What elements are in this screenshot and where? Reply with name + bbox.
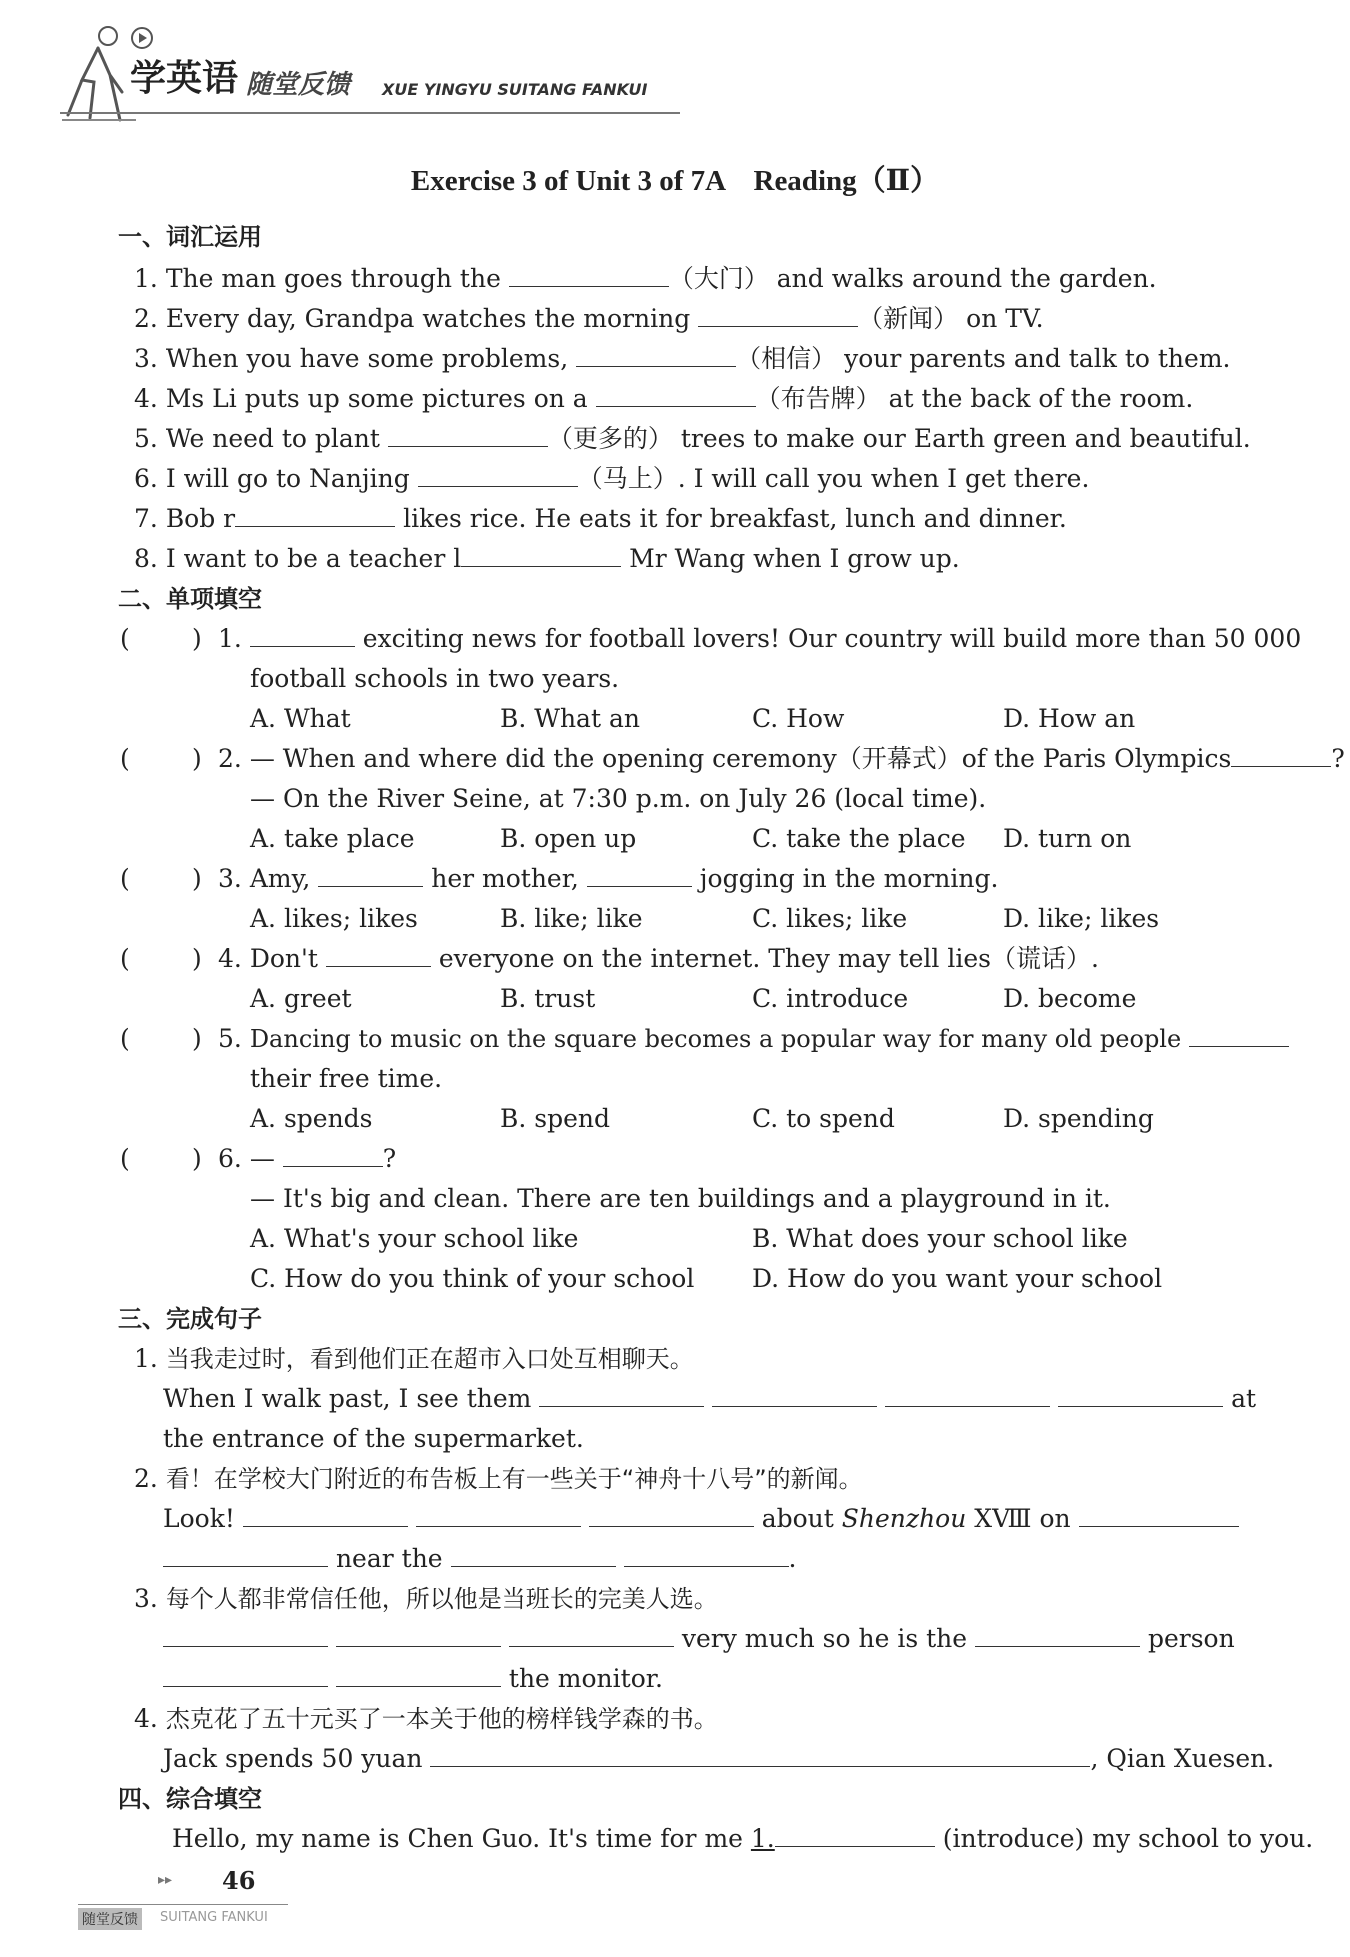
answer-blank[interactable] — [576, 344, 736, 367]
item-hint: （布告牌） — [755, 384, 881, 413]
answer-blank[interactable] — [388, 424, 548, 447]
question-number: 1. — [218, 624, 242, 653]
option-b[interactable]: B. What an — [500, 704, 640, 733]
option-b[interactable]: B. trust — [500, 984, 596, 1013]
chinese-prompt: 看！在学校大门附近的布告板上有一些关于“神舟十八号”的新闻。 — [165, 1465, 863, 1493]
sentence-number: 1. — [134, 1344, 158, 1373]
sentence-text: , Qian Xuesen. — [1090, 1744, 1275, 1773]
roman-numeral: XⅧ — [974, 1504, 1032, 1533]
item-text: Every day, Grandpa watches the morning — [165, 304, 691, 333]
answer-bracket-open[interactable]: ( — [120, 744, 130, 773]
sentence-2-english — [163, 1504, 1239, 1534]
option-d[interactable]: D. spending — [1003, 1104, 1154, 1133]
answer-blank — [318, 864, 423, 887]
option-a[interactable]: A. greet — [250, 984, 352, 1013]
question-number: 6. — [218, 1144, 242, 1173]
sentence-text: Look! — [163, 1504, 235, 1533]
answer-blank[interactable] — [336, 1624, 501, 1647]
answer-blank[interactable] — [698, 304, 858, 327]
choice-question-2 — [218, 744, 1345, 774]
answer-blank — [326, 944, 431, 967]
answer-blank[interactable] — [451, 1544, 616, 1567]
item-text: at the back of the room. — [888, 384, 1194, 413]
question-number: 2. — [218, 744, 242, 773]
passage-text: my school to you. — [1092, 1824, 1314, 1853]
item-text: Mr Wang when I grow up. — [629, 544, 960, 573]
choice-question-4 — [218, 944, 1099, 974]
sentence-period: . — [788, 1544, 797, 1573]
item-number: 4. — [134, 384, 158, 413]
footer-arrows: ▸▸ — [158, 1872, 173, 1888]
answer-bracket-close: ) — [192, 1024, 202, 1053]
answer-bracket-open[interactable]: ( — [120, 944, 130, 973]
header-subtitle: 随堂反馈 — [246, 70, 351, 100]
option-d[interactable]: D. How do you want your school — [752, 1264, 1163, 1293]
word-hint: (introduce) — [942, 1824, 1085, 1853]
sentence-text: at — [1231, 1384, 1257, 1413]
chinese-prompt: 杰克花了五十元买了一本关于他的榜样钱学森的书。 — [165, 1705, 718, 1733]
page-title: Exercise 3 of Unit 3 of 7A Reading（Ⅱ） — [410, 165, 940, 197]
sentence-number: 2. — [134, 1464, 158, 1493]
sentence-3-line2 — [163, 1664, 663, 1694]
item-number: 1. — [134, 264, 158, 293]
sentence-text: the monitor. — [508, 1664, 663, 1693]
answer-blank — [1189, 1024, 1289, 1047]
choice-question-6 — [218, 1144, 396, 1174]
sentence-4-chinese — [134, 1704, 718, 1734]
passage-line-1 — [172, 1824, 1313, 1854]
answer-blank[interactable] — [163, 1624, 328, 1647]
item-number: 2. — [134, 304, 158, 333]
question-text: Don't — [249, 944, 318, 973]
sentence-text: person — [1147, 1624, 1235, 1653]
question-number: 5. — [218, 1024, 242, 1053]
option-c[interactable]: C. take the place — [752, 824, 966, 853]
answer-blank[interactable] — [539, 1384, 704, 1407]
section-1-heading: 一、词汇运用 — [118, 223, 262, 251]
vocab-item-6 — [134, 464, 1089, 494]
item-hint: （更多的） — [547, 424, 673, 453]
answer-blank[interactable] — [1079, 1504, 1239, 1527]
answer-blank[interactable] — [589, 1504, 754, 1527]
chinese-prompt: 当我走过时，看到他们正在超市入口处互相聊天。 — [165, 1345, 694, 1373]
question-mark: ? — [1331, 744, 1345, 773]
question-text: her mother, — [431, 864, 579, 893]
answer-blank[interactable] — [1058, 1384, 1223, 1407]
item-text: I will call you when I get there. — [693, 464, 1090, 493]
item-number: 3. — [134, 344, 158, 373]
answer-bracket-close: ) — [192, 744, 202, 773]
header-pinyin: XUE YINGYU SUITANG FANKUI — [382, 80, 648, 99]
option-a[interactable]: A. take place — [250, 824, 415, 853]
answer-blank[interactable] — [885, 1384, 1050, 1407]
option-b[interactable]: B. like; like — [500, 904, 643, 933]
question-text: exciting news for football lovers! Our country will build more than 50 000 — [362, 624, 1302, 653]
answer-blank — [587, 864, 692, 887]
answer-blank[interactable] — [509, 1624, 674, 1647]
option-b[interactable]: B. open up — [500, 824, 637, 853]
header-divider — [60, 112, 680, 114]
choice-question-5 — [218, 1024, 1289, 1054]
question-mark: ? — [382, 1144, 397, 1173]
item-text: I will go to Nanjing — [165, 464, 410, 493]
item-text: likes rice. He eats it for breakfast, lunch and dinner. — [403, 504, 1067, 533]
question-text: jogging in the morning. — [699, 864, 999, 893]
answer-blank[interactable] — [430, 1744, 1090, 1767]
sentence-text: Jack spends 50 yuan — [163, 1744, 423, 1773]
item-text: We need to plant — [165, 424, 380, 453]
answer-blank[interactable] — [336, 1664, 501, 1687]
sentence-1-line2: the entrance of the supermarket. — [163, 1424, 584, 1453]
item-number: 5. — [134, 424, 158, 453]
item-text: Ms Li puts up some pictures on a — [165, 384, 588, 413]
option-c[interactable]: C. introduce — [752, 984, 909, 1013]
sentence-3-english — [163, 1624, 1235, 1654]
sentence-italic: Shenzhou — [841, 1504, 967, 1533]
answer-line: — It's big and clean. There are ten buildings and a playground in it. — [250, 1184, 1111, 1213]
option-c[interactable]: C. likes; like — [752, 904, 908, 933]
option-a[interactable]: A. spends — [250, 1104, 373, 1133]
item-text: your parents and talk to them. — [844, 344, 1231, 373]
sentence-2-chinese — [134, 1464, 863, 1494]
option-a[interactable]: A. What's your school like — [250, 1224, 579, 1253]
answer-line: — On the River Seine, at 7:30 p.m. on July 26 (local time). — [250, 784, 987, 813]
question-number: 4. — [218, 944, 242, 973]
question-text: everyone on the internet. They may tell lies（谎话）. — [438, 944, 1099, 973]
blank-number: 1. — [750, 1824, 775, 1853]
footer-label-en: SUITANG FANKUI — [160, 1910, 268, 1925]
item-text: on TV. — [966, 304, 1044, 333]
section-2-heading: 二、单项填空 — [118, 585, 262, 613]
item-hint: （新闻） — [858, 304, 959, 333]
option-c[interactable]: C. How — [752, 704, 845, 733]
sentence-text: on — [1039, 1504, 1071, 1533]
question-text: — When and where did the opening ceremony（开幕式）of the Paris Olympics — [249, 744, 1232, 773]
option-d[interactable]: D. like; likes — [1003, 904, 1160, 933]
item-text: trees to make our Earth green and beautiful. — [680, 424, 1251, 453]
section-4-heading: 四、综合填空 — [118, 1785, 262, 1813]
answer-blank[interactable] — [712, 1384, 877, 1407]
item-text: and walks around the garden. — [776, 264, 1157, 293]
answer-bracket-open[interactable]: ( — [120, 864, 130, 893]
choice-question-3 — [218, 864, 998, 894]
item-number: 7. — [134, 504, 158, 533]
question-text: Dancing to music on the square becomes a popular way for many old people — [249, 1025, 1182, 1053]
item-text: The man goes through the — [165, 264, 501, 293]
vocab-item-2 — [134, 304, 1044, 334]
sentence-4-english — [163, 1744, 1274, 1774]
item-number: 6. — [134, 464, 158, 493]
answer-blank — [283, 1144, 383, 1167]
option-d[interactable]: D. become — [1003, 984, 1137, 1013]
answer-blank[interactable] — [596, 384, 756, 407]
option-d[interactable]: D. How an — [1003, 704, 1136, 733]
option-c[interactable]: C. to spend — [752, 1104, 895, 1133]
option-d[interactable]: D. turn on — [1003, 824, 1132, 853]
answer-blank[interactable] — [163, 1664, 328, 1687]
answer-bracket-close: ) — [192, 864, 202, 893]
sentence-2-line2 — [163, 1544, 796, 1574]
question-text-line2: their free time. — [250, 1064, 443, 1093]
section-3-heading: 三、完成句子 — [118, 1305, 262, 1333]
item-text: I want to be a teacher l — [165, 544, 462, 573]
vocab-item-5 — [134, 424, 1251, 454]
answer-bracket-close: ) — [192, 944, 202, 973]
option-b[interactable]: B. spend — [500, 1104, 610, 1133]
answer-blank[interactable] — [461, 544, 621, 567]
answer-blank[interactable] — [775, 1824, 935, 1847]
sentence-1-chinese — [134, 1344, 694, 1374]
answer-blank[interactable] — [235, 504, 395, 527]
sentence-text: about — [761, 1504, 834, 1533]
dialogue-dash: — — [249, 1144, 275, 1173]
item-number: 8. — [134, 544, 158, 573]
vocab-item-8 — [134, 544, 960, 574]
question-text-line2: football schools in two years. — [250, 664, 620, 693]
sentence-text: near the — [335, 1544, 443, 1573]
answer-blank[interactable] — [624, 1544, 789, 1567]
question-number: 3. — [218, 864, 242, 893]
answer-bracket-close: ) — [192, 1144, 202, 1173]
option-a[interactable]: A. What — [250, 704, 351, 733]
question-text: Amy, — [249, 864, 311, 893]
option-a[interactable]: A. likes; likes — [250, 904, 418, 933]
vocab-item-4 — [134, 384, 1193, 414]
item-text: When you have some problems, — [165, 344, 569, 373]
sentence-text: very much so he is the — [681, 1624, 968, 1653]
item-hint: （相信） — [736, 344, 837, 373]
answer-blank[interactable] — [509, 264, 669, 287]
page-number: 46 — [222, 1866, 256, 1895]
option-b[interactable]: B. What does your school like — [752, 1224, 1128, 1253]
sentence-text: When I walk past, I see them — [163, 1384, 532, 1413]
play-icon — [130, 26, 154, 50]
footer-label: 随堂反馈 — [78, 1908, 142, 1930]
sentence-number: 3. — [134, 1584, 158, 1613]
item-hint: （马上）. — [577, 464, 686, 493]
option-c[interactable]: C. How do you think of your school — [250, 1264, 695, 1293]
answer-bracket-open[interactable]: ( — [120, 1024, 130, 1053]
item-hint: （大门） — [668, 264, 769, 293]
vocab-item-1 — [134, 264, 1157, 294]
footer-rule — [78, 1904, 288, 1905]
choice-question-1 — [218, 624, 1301, 654]
answer-bracket-open[interactable]: ( — [120, 624, 130, 653]
answer-blank[interactable] — [416, 1504, 581, 1527]
vocab-item-7 — [134, 504, 1067, 534]
answer-blank[interactable] — [418, 464, 578, 487]
answer-blank[interactable] — [975, 1624, 1140, 1647]
page-header — [60, 20, 680, 130]
answer-blank[interactable] — [163, 1544, 328, 1567]
header-title: 学英语 — [130, 58, 239, 99]
item-text: Bob r — [165, 504, 236, 533]
passage-text: Hello, my name is Chen Guo. It's time for me — [172, 1824, 743, 1853]
vocab-item-3 — [134, 344, 1230, 374]
chinese-prompt: 每个人都非常信任他，所以他是当班长的完美人选。 — [165, 1585, 718, 1613]
answer-blank[interactable] — [243, 1504, 408, 1527]
answer-bracket-close: ) — [192, 624, 202, 653]
answer-blank — [250, 624, 355, 647]
sentence-3-chinese — [134, 1584, 718, 1614]
sentence-1-english — [163, 1384, 1256, 1414]
answer-blank — [1231, 744, 1331, 767]
answer-bracket-open[interactable]: ( — [120, 1144, 130, 1173]
sentence-number: 4. — [134, 1704, 158, 1733]
